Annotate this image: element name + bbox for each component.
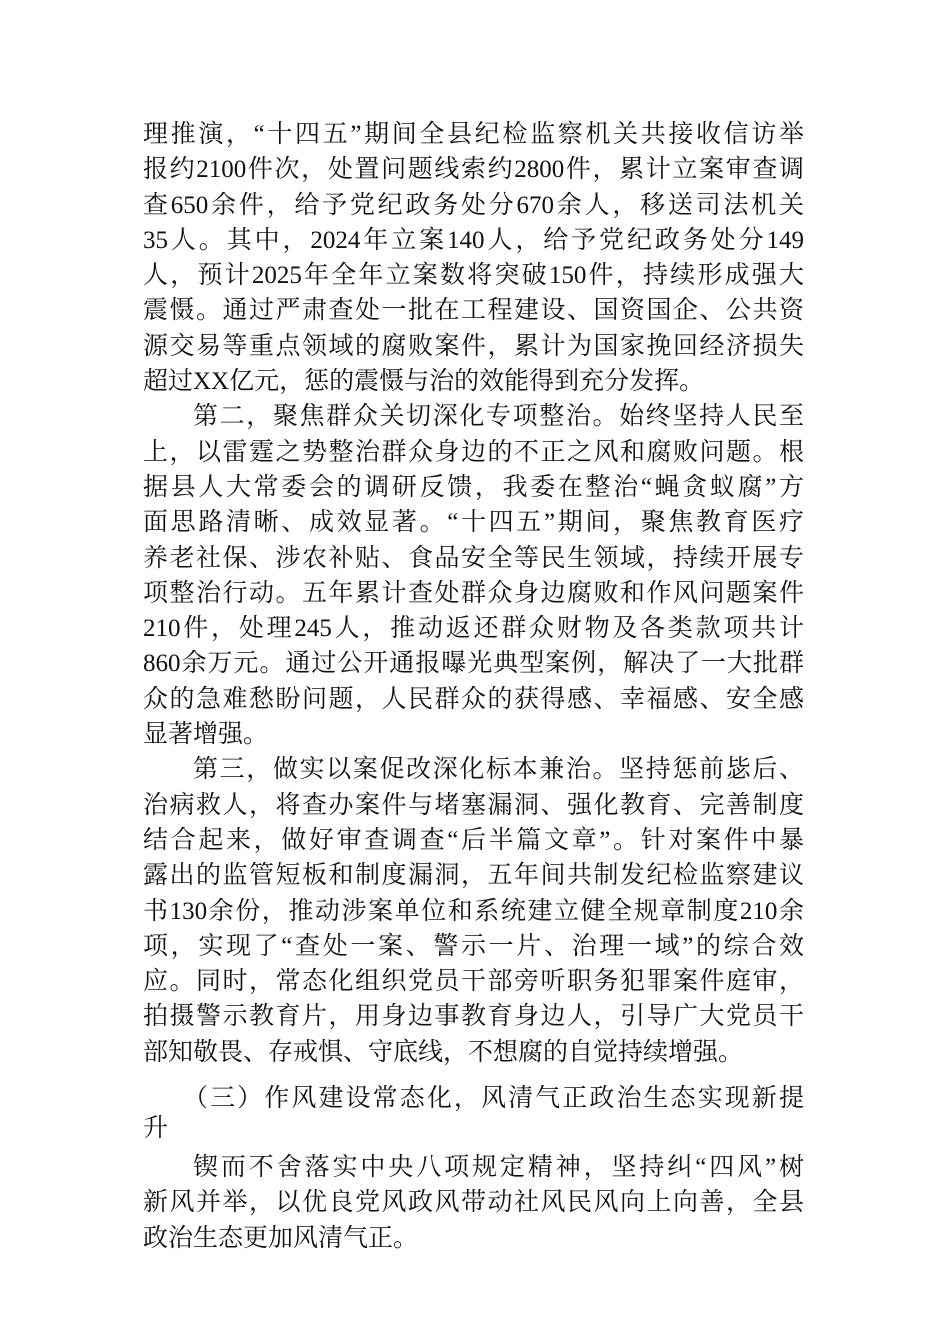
text-line: 项整治行动。五年累计查处群众身边腐败和作风问题案件 [143,579,804,607]
text-line: 养老社保、涉农补贴、食品安全等民生领域，持续开展专 [143,544,804,572]
text-line: 部知敬畏、存戒惧、守底线，不想腐的自觉持续增强。 [143,1038,744,1066]
text-line: 210件，处理245人，推动返还群众财物及各类款项共计 [143,615,804,643]
paragraph [143,752,804,1070]
text-line: 据县人大常委会的调研反馈，我委在整治“蝇贪蚁腐”方 [143,473,804,501]
text-line: 显著增强。 [143,721,269,749]
text-line: 35人。其中，2024年立案140人，给予党纪政务处分149 [143,226,804,254]
text-line: 第二，聚焦群众关切深化专项整治。始终坚持人民至 [193,403,804,431]
text-line: 860余万元。通过公开通报曝光典型案例，解决了一大批群 [143,650,804,678]
text-line: 报约2100件次，处置问题线索约2800件，累计立案审查调 [143,156,804,184]
document-page [143,117,804,1256]
text-line: 锲而不舍落实中央八项规定精神，坚持纠“四风”树 [193,1154,804,1182]
text-line: 上，以雷霆之势整治群众身边的不正之风和腐败问题。根 [143,438,804,466]
text-line: 理推演，“十四五”期间全县纪检监察机关共接收信访举 [143,121,804,148]
text-line: 超过XX亿元，惩的震慑与治的效能得到充分发挥。 [143,368,705,396]
paragraph [143,1150,804,1256]
text-line: 第三，做实以案促改深化标本兼治。坚持惩前毖后、 [193,756,804,784]
text-line: 拍摄警示教育片，用身边事教育身边人，引导广大党员干 [143,1003,804,1031]
text-line: 源交易等重点领域的腐败案件，累计为国家挽回经济损失 [143,332,804,360]
text-line: 升 [143,1115,169,1143]
text-line: 治病救人，将查办案件与堵塞漏洞、强化教育、完善制度 [143,791,804,819]
text-line: 查650余件，给予党纪政务处分670余人，移送司法机关 [143,191,804,219]
section-heading [143,1084,804,1144]
text-line: 书130余份，推动涉案单位和系统建立健全规章制度210余 [143,897,804,925]
paragraph [143,117,804,399]
text-line: 面思路清晰、成效显著。“十四五”期间，聚焦教育医疗 [143,509,804,537]
text-line: 政治生态更加风清气正。 [143,1224,419,1252]
text-line: 人，预计2025年全年立案数将突破150件，持续形成强大 [143,262,804,290]
text-line: 露出的监管短板和制度漏洞，五年间共制发纪检监察建议 [143,862,804,890]
text-line: 众的急难愁盼问题，人民群众的获得感、幸福感、安全感 [143,685,804,713]
text-line: 项，实现了“查处一案、警示一片、治理一域”的综合效 [143,932,804,960]
text-line: （三）作风建设常态化，风清气正政治生态实现新提 [183,1085,804,1113]
text-line: 震慑。通过严肃查处一批在工程建设、国资国企、公共资 [143,297,804,325]
text-line: 结合起来，做好审查调查“后半篇文章”。针对案件中暴 [143,826,804,854]
paragraph [143,399,804,752]
text-line: 新风并举，以优良党风政风带动社风民风向上向善，全县 [143,1189,804,1217]
text-line: 应。同时，常态化组织党员干部旁听职务犯罪案件庭审， [143,968,804,996]
